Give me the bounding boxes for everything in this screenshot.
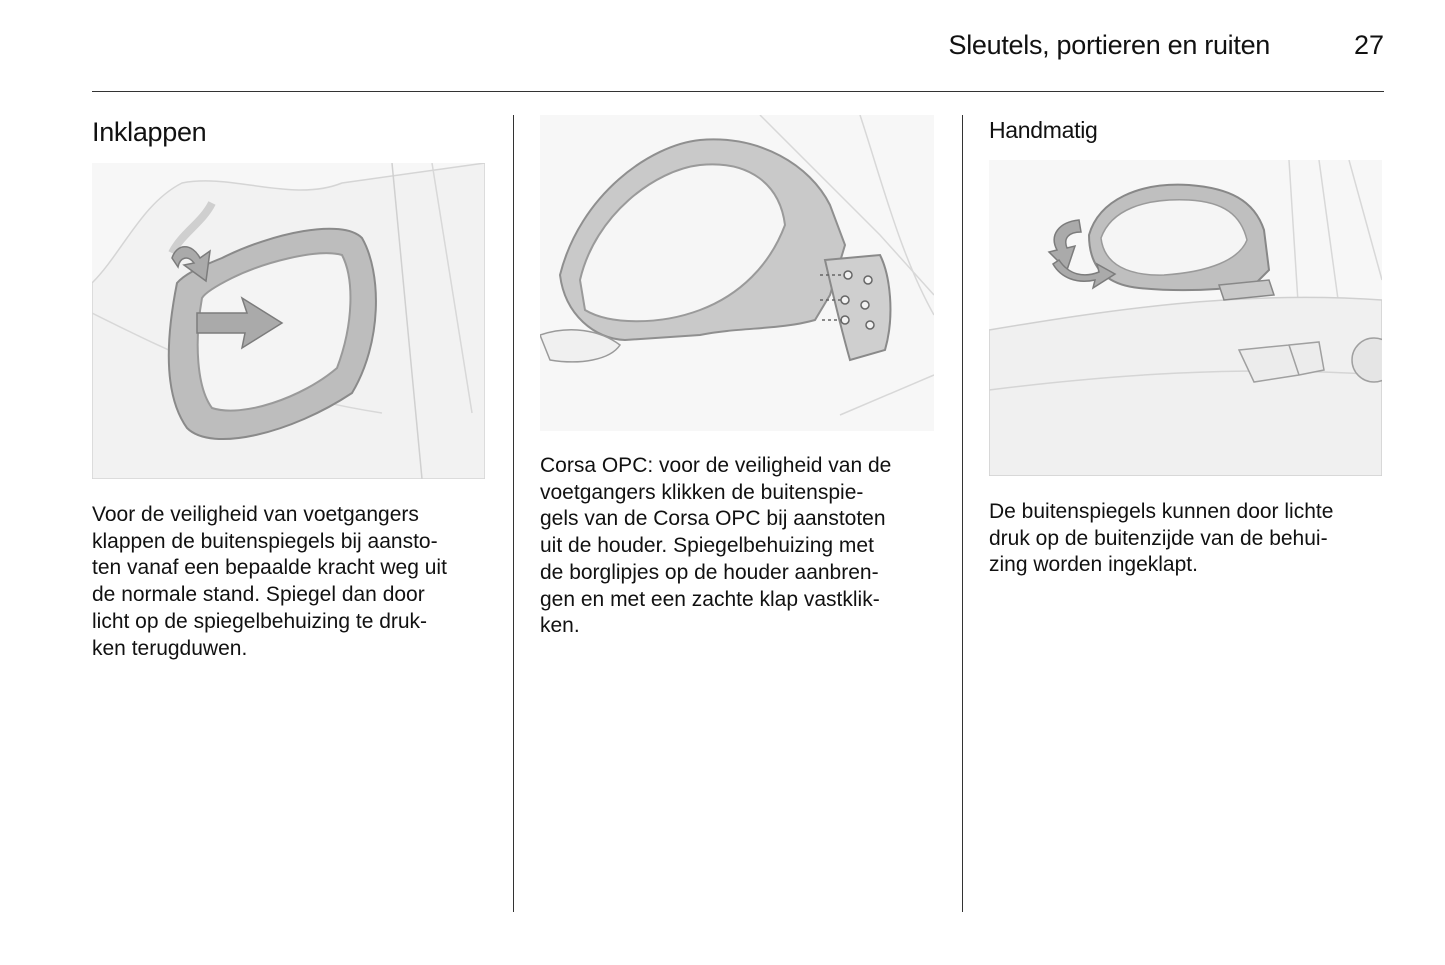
- paragraph-corsa-opc: [540, 453, 940, 640]
- text-line: gels van de Corsa OPC bij aanstoten: [540, 507, 886, 531]
- text-line: ken terugduwen.: [92, 636, 248, 660]
- page-number: 27: [1353, 30, 1384, 60]
- mirror-manual-fold-drawing: [989, 160, 1382, 476]
- running-header-title: Sleutels, portieren en ruiten: [948, 30, 1270, 60]
- text-line: voetgangers klikken de buitenspie-: [540, 480, 864, 504]
- mirror-mount-illustration: [540, 115, 934, 431]
- text-line: Corsa OPC: voor de veiligheid van de: [540, 454, 892, 477]
- text-line: de normale stand. Spiegel dan door: [92, 583, 425, 607]
- text-line: de borglipjes op de houder aanbren-: [540, 560, 879, 584]
- section-heading-handmatig: Handmatig: [989, 117, 1098, 143]
- column-divider-right: [962, 115, 963, 912]
- text-line: ken.: [540, 614, 580, 638]
- text-line: uit de houder. Spiegelbehuizing met: [540, 534, 874, 558]
- text-line: licht op de spiegelbehuizing te druk-: [92, 609, 428, 633]
- text-line: De buitenspiegels kunnen door lichte: [989, 500, 1334, 523]
- paragraph-handmatig: [989, 499, 1389, 579]
- mirror-fold-drawing: [92, 163, 485, 479]
- mirror-mount-drawing: [540, 115, 934, 431]
- text-line: klappen de buitenspiegels bij aansto-: [92, 529, 438, 553]
- paragraph-inklappen: [92, 502, 492, 662]
- mirror-manual-fold-illustration: [989, 160, 1382, 476]
- column-divider-left: [513, 115, 514, 912]
- text-line: druk op de buitenzijde van de behui-: [989, 526, 1328, 550]
- text-line: gen en met een zachte klap vastklik-: [540, 587, 880, 611]
- text-line: Voor de veiligheid van voetgangers: [92, 503, 419, 526]
- text-line: ten vanaf een bepaalde kracht weg uit: [92, 556, 447, 580]
- mirror-fold-illustration: [92, 163, 485, 479]
- header-rule: [92, 91, 1384, 92]
- section-heading-inklappen: Inklappen: [92, 117, 207, 147]
- text-line: zing worden ingeklapt.: [989, 553, 1198, 577]
